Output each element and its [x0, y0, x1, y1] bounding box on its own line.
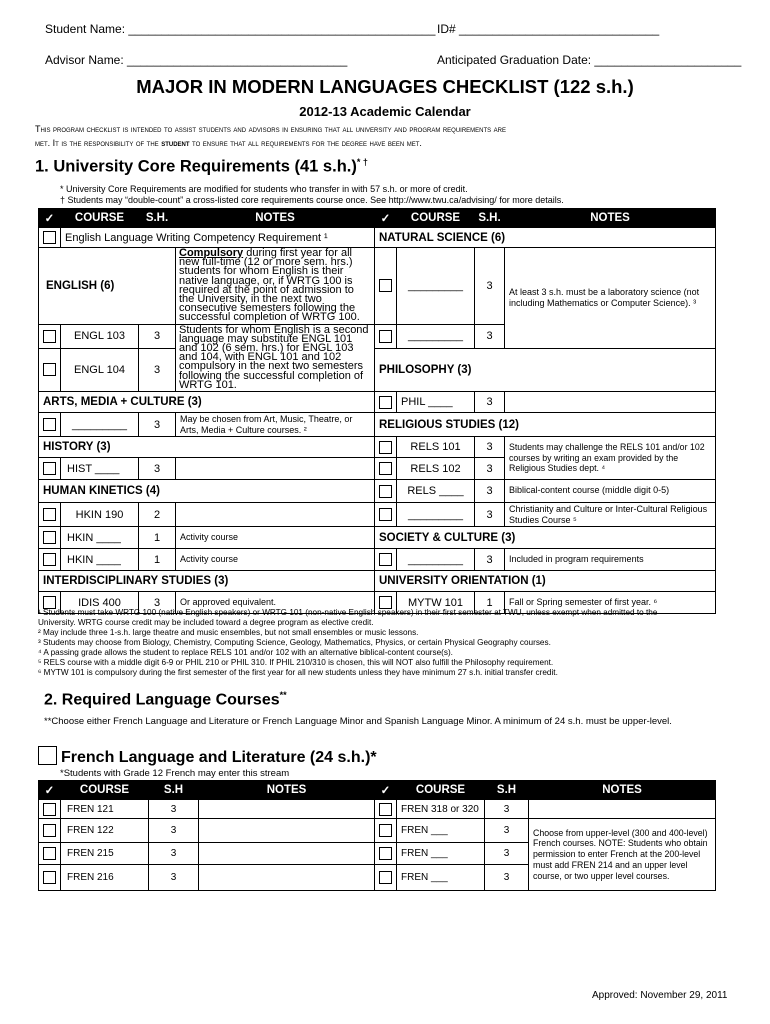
- section-2-title-text: 2. Required Language Courses: [44, 691, 280, 709]
- checkbox-fren-l1[interactable]: [43, 803, 56, 816]
- natural-science-heading: NATURAL SCIENCE (6): [375, 228, 716, 248]
- rels-b-course[interactable]: _________: [397, 503, 475, 527]
- fr-header-course-left: COURSE: [61, 781, 149, 800]
- fren-l2-sh: 3: [149, 819, 199, 843]
- section-2-note: **Choose either French Language and Literature or French Language Minor and Spanish Language Minor. A minimum of 24 s.h. must be upper-level.: [44, 716, 672, 727]
- ns-sh-1: 3: [475, 248, 505, 325]
- english-note-1-text: during first year for all new full-time (12 or more sem. hrs.) students for whom English is their native language, or, if WRTG 100 is required at the point of admission to the University, in the next two consecutive semesters following the successful completion of WRTG 100.: [179, 247, 360, 324]
- section-1-title-text: 1. University Core Requirements (41 s.h.): [35, 157, 357, 176]
- arts-media-culture-heading: ARTS, MEDIA + CULTURE (3): [39, 392, 375, 413]
- fren-r3-course[interactable]: FREN ___: [397, 843, 485, 865]
- footnote-2: ² May include three 1-s.h. large theatre and music ensembles, but not small ensembles or music lessons.: [38, 628, 419, 637]
- ns-note: At least 3 s.h. must be a laboratory science (not including Mathematics or Computer Science). ³: [505, 248, 716, 349]
- rels-a-course[interactable]: RELS ____: [397, 480, 475, 503]
- header-check-left: ✓: [39, 209, 61, 228]
- human-kinetics-heading: HUMAN KINETICS (4): [39, 480, 375, 503]
- section-1-sup: * †: [356, 157, 368, 167]
- fren-l2-course: FREN 122: [61, 819, 149, 843]
- rels102-sh: 3: [475, 458, 505, 480]
- ns-course-1[interactable]: _________: [397, 248, 475, 325]
- approved-date: Approved: November 29, 2011: [592, 990, 728, 1001]
- philosophy-heading: PHILOSOPHY (3): [375, 348, 716, 392]
- checkbox-fren-l3[interactable]: [43, 847, 56, 860]
- engl103-course: ENGL 103: [61, 324, 139, 348]
- french-heading: [38, 746, 377, 767]
- rels102-course: RELS 102: [397, 458, 475, 480]
- checkbox-fren-l2[interactable]: [43, 824, 56, 837]
- rels-b-note: Christianity and Culture or Inter-Cultural Religious Studies Course ⁵: [505, 503, 716, 527]
- checkbox-hkin190[interactable]: [43, 508, 56, 521]
- fr-header-sh-left: S.H: [149, 781, 199, 800]
- phil-sh: 3: [475, 392, 505, 413]
- footnote-4: ⁴ A passing grade allows the student to replace RELS 101 and/or 102 with an alternative biblical-content course(s).: [38, 648, 453, 657]
- checkbox-fren-l4[interactable]: [43, 871, 56, 884]
- graduation-date-field[interactable]: Anticipated Graduation Date: ______________________: [437, 53, 742, 67]
- hkin-a-sh: 1: [139, 527, 176, 549]
- checkbox-phil[interactable]: [379, 396, 392, 409]
- hkin-b-sh: 1: [139, 549, 176, 571]
- fr-header-check-right: ✓: [375, 781, 397, 800]
- fren-r2-course[interactable]: FREN ___: [397, 819, 485, 843]
- fren-r4-sh: 3: [485, 865, 529, 891]
- fren-r2-sh: 3: [485, 819, 529, 843]
- table-row: [39, 800, 716, 819]
- footnote-1b: University. WRTG course credit may be included toward a degree program as elective credit.: [38, 618, 374, 627]
- religious-studies-heading: RELIGIOUS STUDIES (12): [375, 413, 716, 437]
- checkbox-french-stream[interactable]: [38, 746, 57, 765]
- idis-sh: 3: [139, 592, 176, 614]
- page-subtitle: 2012-13 Academic Calendar: [299, 104, 471, 119]
- fr-header-notes-left: NOTES: [199, 781, 375, 800]
- header-sh-right: S.H.: [475, 209, 505, 228]
- fren-l4-course: FREN 216: [61, 865, 149, 891]
- rels-b-sh: 3: [475, 503, 505, 527]
- rels101-course: RELS 101: [397, 437, 475, 458]
- hkin-b-course[interactable]: HKIN ____: [61, 549, 139, 571]
- footnote-5: ⁵ RELS course with a middle digit 6-9 or PHIL 210 or PHIL 310. If PHIL 210/310 is chosen, this will NOT also fulfill the Philosophy requirement.: [38, 658, 554, 667]
- interdisciplinary-heading: INTERDISCIPLINARY STUDIES (3): [39, 571, 375, 592]
- checkbox-amc[interactable]: [43, 418, 56, 431]
- sc-note: Included in program requirements: [505, 549, 716, 571]
- footnote-3: ³ Students may choose from Biology, Chemistry, Computing Science, Geology, Mathematics, Physics, or certain Physical Geography courses.: [38, 638, 551, 647]
- fr-header-notes-right: NOTES: [529, 781, 716, 800]
- fren-r4-course[interactable]: FREN ___: [397, 865, 485, 891]
- ewcr-label: English Language Writing Competency Requirement ¹: [61, 228, 375, 248]
- hist-sh: 3: [139, 458, 176, 480]
- mytw-course: MYTW 101: [397, 592, 475, 614]
- section-1-title: [35, 157, 368, 177]
- intro-line-2: [35, 136, 740, 150]
- checkbox-ns-2[interactable]: [379, 330, 392, 343]
- footnotes: [38, 608, 728, 678]
- intro-student-bold: student: [161, 138, 190, 148]
- checkbox-engl103[interactable]: [43, 330, 56, 343]
- hist-course[interactable]: HIST ____: [61, 458, 139, 480]
- hkin190-course: HKIN 190: [61, 503, 139, 527]
- hkin-b-note: Activity course: [176, 549, 375, 571]
- fr-header-sh-right: S.H: [485, 781, 529, 800]
- french-table-header: [39, 781, 716, 800]
- header-sh-left: S.H.: [139, 209, 176, 228]
- checkbox-fren-r1[interactable]: [379, 803, 392, 816]
- engl103-sh: 3: [139, 324, 176, 348]
- english-note-2: Students for whom English is a second language may substitute ENGL 101 and 102 (6 sem. hrs.) for ENGL 103 and 104, with ENGL 101 and 102 compulsory in the next two semesters following the successful completion of WRTG 101.: [176, 324, 375, 391]
- table-row: [39, 819, 716, 843]
- amc-course[interactable]: _________: [61, 413, 139, 437]
- fren-l4-sh: 3: [149, 865, 199, 891]
- amc-sh: 3: [139, 413, 176, 437]
- ns-sh-2: 3: [475, 324, 505, 348]
- checkbox-ewcr[interactable]: [43, 231, 56, 244]
- history-heading: HISTORY (3): [39, 437, 375, 458]
- checkbox-fren-r4[interactable]: [379, 871, 392, 884]
- core-table-header: [39, 209, 716, 228]
- fren-l1-sh: 3: [149, 800, 199, 819]
- footnote-6: ⁶ MYTW 101 is compulsory during the first semester of the first year for all new students unless they have minimum 27 s.h. initial transfer credit.: [38, 668, 558, 677]
- phil-course[interactable]: PHIL ____: [397, 392, 475, 413]
- checkbox-hkin-b[interactable]: [43, 553, 56, 566]
- section-2-title: [44, 690, 287, 709]
- section-1-note-1: * University Core Requirements are modified for students who transfer in with 57 s.h. or more of credit.: [60, 184, 468, 194]
- society-culture-heading: SOCIETY & CULTURE (3): [375, 527, 716, 549]
- rels101-sh: 3: [475, 437, 505, 458]
- id-field[interactable]: ID# ______________________________: [437, 22, 660, 36]
- student-name-field[interactable]: Student Name: ______________________________________________: [45, 22, 436, 36]
- header-notes-left: NOTES: [176, 209, 375, 228]
- compulsory-label: Compulsory: [179, 247, 244, 259]
- checkbox-rels102[interactable]: [379, 462, 392, 475]
- fr-header-course-right: COURSE: [397, 781, 485, 800]
- english-note-1: [176, 248, 375, 325]
- hkin190-sh: 2: [139, 503, 176, 527]
- ns-course-2[interactable]: _________: [397, 324, 475, 348]
- mytw-sh: 1: [475, 592, 505, 614]
- fren-r1-course: FREN 318 or 320: [397, 800, 485, 819]
- fren-l3-sh: 3: [149, 843, 199, 865]
- footnote-1a: ¹ Students must take WRTG 100 (native English speakers) or WRTG 101 (non-native English speakers) in their first semester at TWU, unless exempt when admitted to the: [38, 608, 658, 617]
- university-orientation-heading: UNIVERSITY ORIENTATION (1): [375, 571, 716, 592]
- checkbox-rels101[interactable]: [379, 441, 392, 454]
- checkbox-rels-a[interactable]: [379, 485, 392, 498]
- fren-l1-course: FREN 121: [61, 800, 149, 819]
- hkin-a-note: Activity course: [176, 527, 375, 549]
- fr-header-check-left: ✓: [39, 781, 61, 800]
- header-check-right: ✓: [375, 209, 397, 228]
- rels-a-sh: 3: [475, 480, 505, 503]
- mytw-note: Fall or Spring semester of first year. ⁶: [505, 592, 716, 614]
- french-right-note: Choose from upper-level (300 and 400-level) French courses. NOTE: Students who obtain permission to enter French at the 200-level must add FREN 214 and an upper level course, or two upper level courses.: [529, 819, 716, 891]
- french-note: *Students with Grade 12 French may enter this stream: [60, 768, 290, 779]
- section-2-sup: **: [279, 690, 287, 700]
- checkbox-ns-1[interactable]: [379, 279, 392, 292]
- header-course-left: COURSE: [61, 209, 139, 228]
- header-notes-right: NOTES: [505, 209, 716, 228]
- french-title: French Language and Literature (24 s.h.)*: [61, 749, 377, 766]
- checkbox-hist[interactable]: [43, 462, 56, 475]
- checkbox-fren-r2[interactable]: [379, 824, 392, 837]
- sc-course[interactable]: _________: [397, 549, 475, 571]
- fren-l3-course: FREN 215: [61, 843, 149, 865]
- english-heading: ENGLISH (6): [39, 248, 176, 325]
- french-table: [38, 780, 716, 891]
- page-title: MAJOR IN MODERN LANGUAGES CHECKLIST (122 s.h.): [136, 76, 634, 97]
- intro-line-2c: to ensure that all requirements for the degree have been met.: [189, 138, 422, 148]
- section-1-note-2: † Students may “double-count” a cross-listed core requirements course once. See http://www.twu.ca/advising/ for more details.: [60, 195, 564, 205]
- hkin-a-course[interactable]: HKIN ____: [61, 527, 139, 549]
- intro-line-1: This program checklist is intended to assist students and advisors in ensuring that all university and program requirements are: [35, 124, 507, 134]
- amc-note: May be chosen from Art, Music, Theatre, or Arts, Media + Culture courses. ²: [176, 413, 375, 437]
- engl104-sh: 3: [139, 348, 176, 392]
- fren-r3-sh: 3: [485, 843, 529, 865]
- header-course-right: COURSE: [397, 209, 475, 228]
- advisor-name-field[interactable]: Advisor Name: _________________________________: [45, 53, 348, 67]
- fren-r1-sh: 3: [485, 800, 529, 819]
- intro-line-2a: met. It is the responsibility of the: [35, 138, 162, 148]
- idis-note: Or approved equivalent.: [176, 592, 375, 614]
- intro-text: [35, 122, 740, 150]
- checkbox-engl104[interactable]: [43, 363, 56, 376]
- checkbox-fren-r3[interactable]: [379, 847, 392, 860]
- rels-a-note: Biblical-content course (middle digit 0-5): [505, 480, 716, 503]
- checkbox-rels-b[interactable]: [379, 508, 392, 521]
- idis-course: IDIS 400: [61, 592, 139, 614]
- engl104-course: ENGL 104: [61, 348, 139, 392]
- core-requirements-table: [38, 208, 716, 614]
- sc-sh: 3: [475, 549, 505, 571]
- rels-note: Students may challenge the RELS 101 and/or 102 courses by writing an exam provided by the Religious Studies dept. ⁴: [505, 437, 716, 480]
- checkbox-hkin-a[interactable]: [43, 531, 56, 544]
- checkbox-sc[interactable]: [379, 553, 392, 566]
